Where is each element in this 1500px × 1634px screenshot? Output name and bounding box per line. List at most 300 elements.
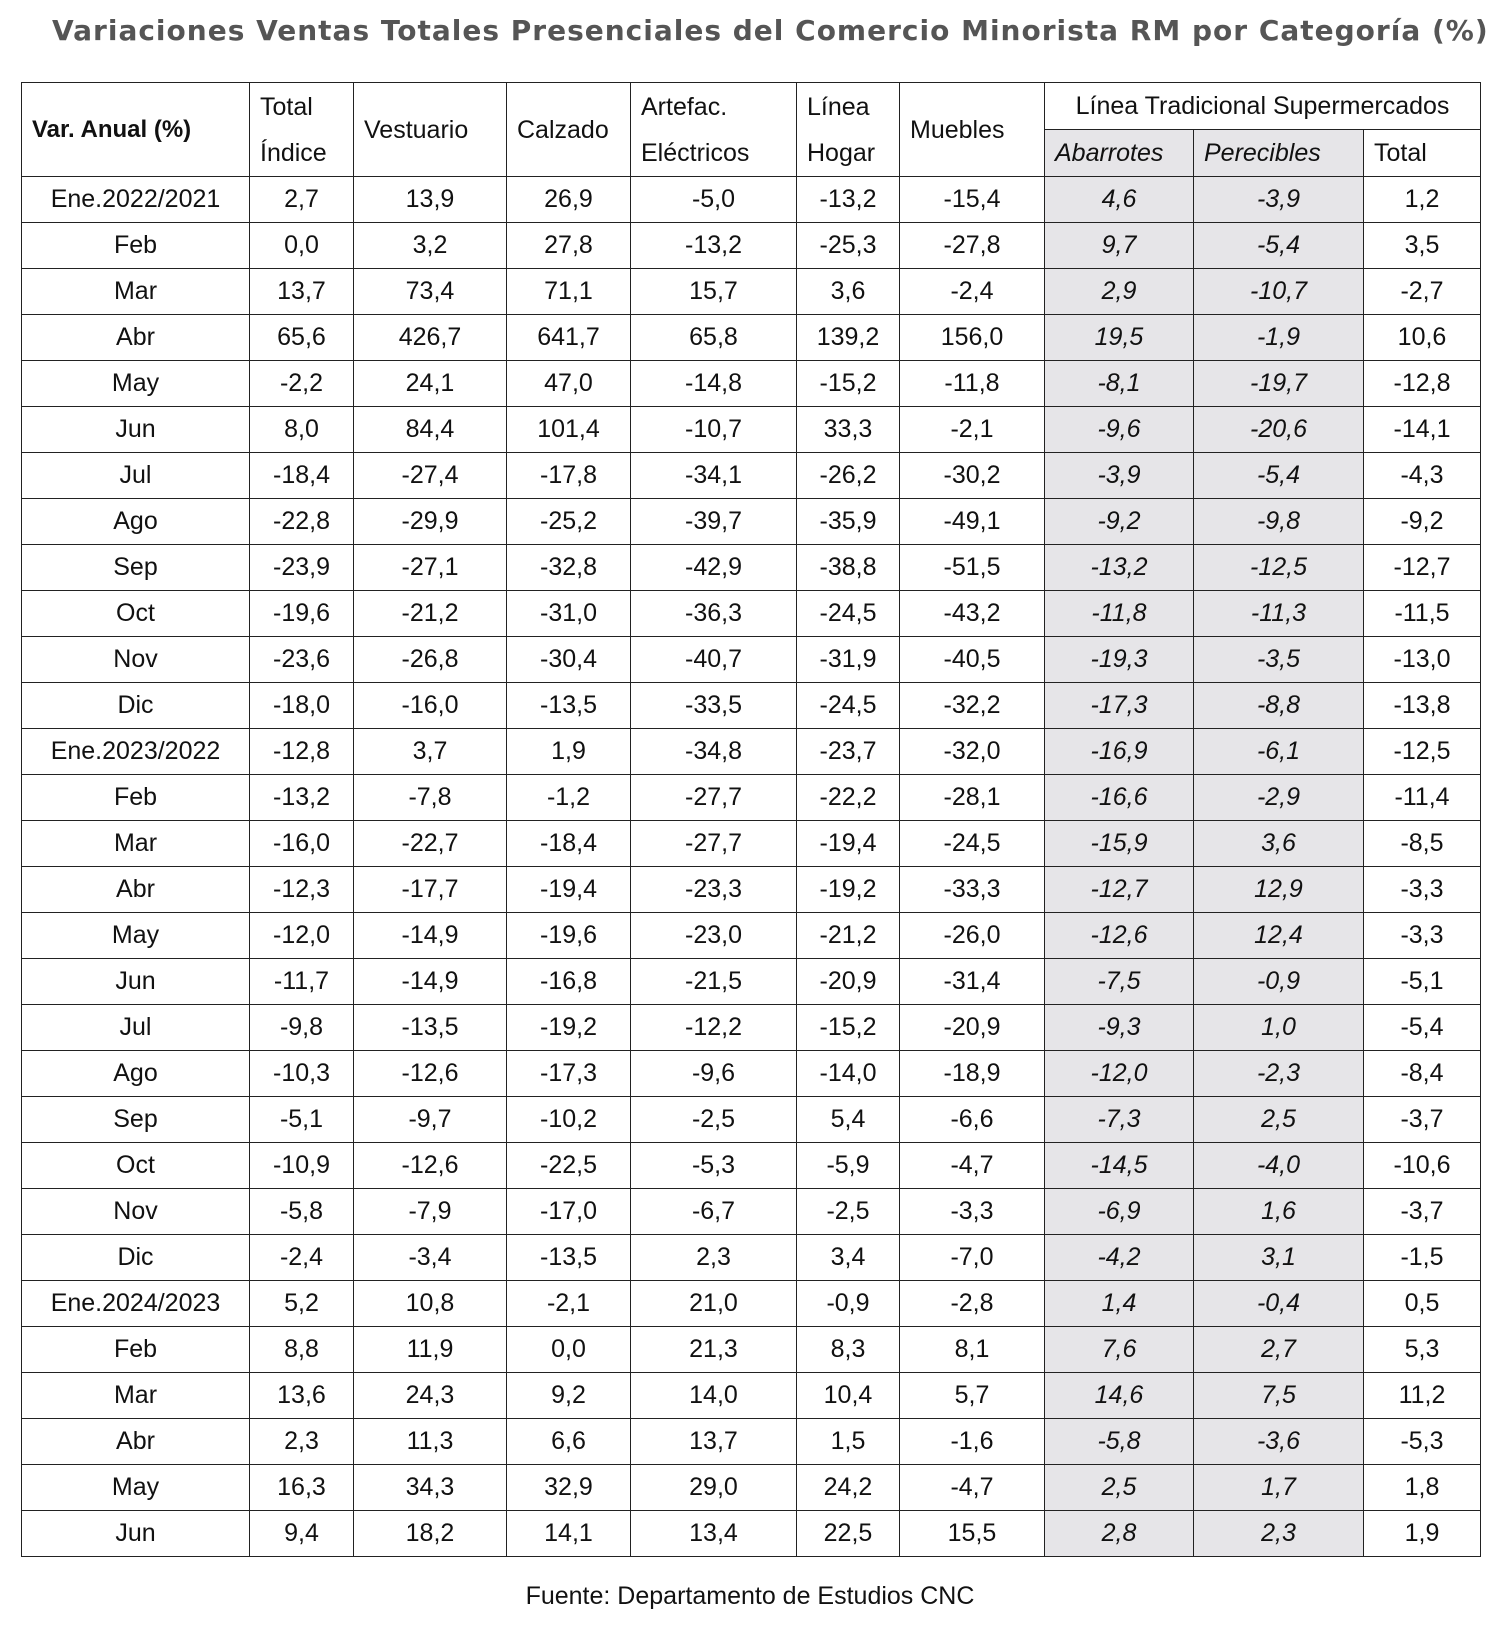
- cell-total-indice: -13,2: [250, 775, 354, 821]
- cell-linea-hogar: -25,3: [797, 223, 900, 269]
- cell-linea-hogar: -5,9: [797, 1143, 900, 1189]
- cell-artefactos: 2,3: [631, 1235, 797, 1281]
- cell-total: -10,6: [1364, 1143, 1481, 1189]
- cell-abarrotes: -9,3: [1045, 1005, 1194, 1051]
- cell-total: -8,5: [1364, 821, 1481, 867]
- cell-abarrotes: -12,0: [1045, 1051, 1194, 1097]
- cell-artefactos: -27,7: [631, 775, 797, 821]
- table-row: [22, 959, 1481, 1005]
- cell-calzado: 26,9: [507, 177, 631, 223]
- cell-period: Ago: [22, 499, 250, 545]
- cell-perecibles: 1,6: [1194, 1189, 1364, 1235]
- cell-total-indice: 8,8: [250, 1327, 354, 1373]
- header-total-indice-line2: Índice: [260, 138, 327, 167]
- cell-total: 0,5: [1364, 1281, 1481, 1327]
- cell-total-indice: 2,3: [250, 1419, 354, 1465]
- cell-calzado: -17,8: [507, 453, 631, 499]
- table-row: [22, 1373, 1481, 1419]
- cell-period: Oct: [22, 591, 250, 637]
- cell-period: Sep: [22, 545, 250, 591]
- cell-vestuario: 84,4: [354, 407, 507, 453]
- cell-period: Mar: [22, 821, 250, 867]
- cell-linea-hogar: 3,6: [797, 269, 900, 315]
- cell-perecibles: 1,7: [1194, 1465, 1364, 1511]
- cell-muebles: -2,4: [900, 269, 1045, 315]
- cell-vestuario: 13,9: [354, 177, 507, 223]
- header-total: Total: [1364, 130, 1481, 177]
- cell-total: -2,7: [1364, 269, 1481, 315]
- table-row: [22, 1005, 1481, 1051]
- cell-abarrotes: -5,8: [1045, 1419, 1194, 1465]
- cell-perecibles: -3,5: [1194, 637, 1364, 683]
- cell-total: -5,3: [1364, 1419, 1481, 1465]
- cell-muebles: -26,0: [900, 913, 1045, 959]
- cell-calzado: -19,6: [507, 913, 631, 959]
- cell-calzado: 71,1: [507, 269, 631, 315]
- cell-artefactos: 21,0: [631, 1281, 797, 1327]
- cell-vestuario: 34,3: [354, 1465, 507, 1511]
- cell-vestuario: -12,6: [354, 1143, 507, 1189]
- cell-total-indice: -23,9: [250, 545, 354, 591]
- cell-muebles: -43,2: [900, 591, 1045, 637]
- cell-perecibles: -5,4: [1194, 453, 1364, 499]
- cell-abarrotes: -7,5: [1045, 959, 1194, 1005]
- cell-vestuario: -9,7: [354, 1097, 507, 1143]
- cell-total: -1,5: [1364, 1235, 1481, 1281]
- cell-artefactos: -34,1: [631, 453, 797, 499]
- cell-total-indice: -2,4: [250, 1235, 354, 1281]
- header-perecibles: Perecibles: [1194, 130, 1364, 177]
- cell-abarrotes: 4,6: [1045, 177, 1194, 223]
- cell-artefactos: 65,8: [631, 315, 797, 361]
- cell-abarrotes: -12,6: [1045, 913, 1194, 959]
- header-row: [22, 83, 1481, 130]
- cell-calzado: 6,6: [507, 1419, 631, 1465]
- cell-muebles: -18,9: [900, 1051, 1045, 1097]
- cell-vestuario: 24,1: [354, 361, 507, 407]
- cell-linea-hogar: -19,4: [797, 821, 900, 867]
- cell-total-indice: -10,3: [250, 1051, 354, 1097]
- cell-abarrotes: -19,3: [1045, 637, 1194, 683]
- cell-artefactos: -5,0: [631, 177, 797, 223]
- header-artefactos: [631, 83, 797, 177]
- header-abarrotes: Abarrotes: [1045, 130, 1194, 177]
- cell-abarrotes: -4,2: [1045, 1235, 1194, 1281]
- cell-period: Abr: [22, 1419, 250, 1465]
- cell-artefactos: -13,2: [631, 223, 797, 269]
- cell-abarrotes: -15,9: [1045, 821, 1194, 867]
- cell-abarrotes: -7,3: [1045, 1097, 1194, 1143]
- cell-abarrotes: -12,7: [1045, 867, 1194, 913]
- cell-period: Abr: [22, 315, 250, 361]
- cell-period: Oct: [22, 1143, 250, 1189]
- cell-perecibles: -9,8: [1194, 499, 1364, 545]
- cell-total-indice: -11,7: [250, 959, 354, 1005]
- cell-vestuario: -7,8: [354, 775, 507, 821]
- table-row: [22, 315, 1481, 361]
- cell-total-indice: -18,0: [250, 683, 354, 729]
- cell-perecibles: -20,6: [1194, 407, 1364, 453]
- cell-calzado: -31,0: [507, 591, 631, 637]
- cell-artefactos: 13,7: [631, 1419, 797, 1465]
- cell-artefactos: 15,7: [631, 269, 797, 315]
- cell-period: Jun: [22, 959, 250, 1005]
- cell-muebles: 15,5: [900, 1511, 1045, 1557]
- cell-calzado: 101,4: [507, 407, 631, 453]
- table-row: [22, 1051, 1481, 1097]
- cell-period: Sep: [22, 1097, 250, 1143]
- cell-vestuario: 10,8: [354, 1281, 507, 1327]
- source-note: Fuente: Departamento de Estudios CNC: [525, 1582, 975, 1610]
- cell-total-indice: -12,8: [250, 729, 354, 775]
- cell-calzado: -30,4: [507, 637, 631, 683]
- cell-total-indice: -9,8: [250, 1005, 354, 1051]
- cell-calzado: -19,4: [507, 867, 631, 913]
- cell-calzado: -2,1: [507, 1281, 631, 1327]
- cell-muebles: -1,6: [900, 1419, 1045, 1465]
- cell-total-indice: -19,6: [250, 591, 354, 637]
- cell-perecibles: -4,0: [1194, 1143, 1364, 1189]
- cell-calzado: -22,5: [507, 1143, 631, 1189]
- cell-linea-hogar: -2,5: [797, 1189, 900, 1235]
- cell-total-indice: -22,8: [250, 499, 354, 545]
- cell-vestuario: 18,2: [354, 1511, 507, 1557]
- cell-abarrotes: -8,1: [1045, 361, 1194, 407]
- cell-total: -13,8: [1364, 683, 1481, 729]
- table-row: [22, 177, 1481, 223]
- header-linea-hogar-line2: Hogar: [807, 138, 876, 167]
- cell-muebles: 156,0: [900, 315, 1045, 361]
- table-row: [22, 1189, 1481, 1235]
- cell-artefactos: 14,0: [631, 1373, 797, 1419]
- cell-muebles: 8,1: [900, 1327, 1045, 1373]
- table-row: [22, 1465, 1481, 1511]
- cell-vestuario: -21,2: [354, 591, 507, 637]
- cell-total: -5,4: [1364, 1005, 1481, 1051]
- cell-perecibles: 12,4: [1194, 913, 1364, 959]
- cell-vestuario: 11,9: [354, 1327, 507, 1373]
- cell-period: Feb: [22, 775, 250, 821]
- cell-linea-hogar: -22,2: [797, 775, 900, 821]
- cell-total-indice: 5,2: [250, 1281, 354, 1327]
- cell-calzado: -25,2: [507, 499, 631, 545]
- cell-calzado: -1,2: [507, 775, 631, 821]
- cell-artefactos: -21,5: [631, 959, 797, 1005]
- table-row: [22, 775, 1481, 821]
- cell-muebles: -31,4: [900, 959, 1045, 1005]
- cell-total: -3,7: [1364, 1189, 1481, 1235]
- cell-period: Dic: [22, 683, 250, 729]
- cell-period: Ene.2023/2022: [22, 729, 250, 775]
- cell-calzado: 32,9: [507, 1465, 631, 1511]
- cell-artefactos: -10,7: [631, 407, 797, 453]
- cell-linea-hogar: -19,2: [797, 867, 900, 913]
- cell-linea-hogar: 10,4: [797, 1373, 900, 1419]
- table-row: [22, 269, 1481, 315]
- cell-period: Mar: [22, 1373, 250, 1419]
- cell-perecibles: -19,7: [1194, 361, 1364, 407]
- cell-linea-hogar: 33,3: [797, 407, 900, 453]
- table-row: [22, 1281, 1481, 1327]
- cell-period: Jul: [22, 453, 250, 499]
- cell-total-indice: -5,1: [250, 1097, 354, 1143]
- cell-linea-hogar: -15,2: [797, 361, 900, 407]
- cell-calzado: -32,8: [507, 545, 631, 591]
- cell-muebles: -24,5: [900, 821, 1045, 867]
- cell-total-indice: -5,8: [250, 1189, 354, 1235]
- cell-muebles: -2,1: [900, 407, 1045, 453]
- cell-artefactos: -40,7: [631, 637, 797, 683]
- cell-linea-hogar: -26,2: [797, 453, 900, 499]
- cell-artefactos: 13,4: [631, 1511, 797, 1557]
- cell-total-indice: -2,2: [250, 361, 354, 407]
- cell-linea-hogar: -23,7: [797, 729, 900, 775]
- cell-total: 10,6: [1364, 315, 1481, 361]
- cell-muebles: -11,8: [900, 361, 1045, 407]
- cell-perecibles: 12,9: [1194, 867, 1364, 913]
- cell-linea-hogar: -14,0: [797, 1051, 900, 1097]
- cell-vestuario: -29,9: [354, 499, 507, 545]
- table-row: [22, 1235, 1481, 1281]
- cell-perecibles: -12,5: [1194, 545, 1364, 591]
- cell-total: -4,3: [1364, 453, 1481, 499]
- cell-muebles: -20,9: [900, 1005, 1045, 1051]
- cell-total-indice: -10,9: [250, 1143, 354, 1189]
- header-var-anual: Var. Anual (%): [22, 83, 250, 177]
- cell-abarrotes: -16,6: [1045, 775, 1194, 821]
- cell-abarrotes: 19,5: [1045, 315, 1194, 361]
- cell-linea-hogar: 139,2: [797, 315, 900, 361]
- cell-muebles: -3,3: [900, 1189, 1045, 1235]
- cell-vestuario: 11,3: [354, 1419, 507, 1465]
- cell-linea-hogar: 3,4: [797, 1235, 900, 1281]
- cell-artefactos: -23,0: [631, 913, 797, 959]
- cell-period: Ene.2022/2021: [22, 177, 250, 223]
- cell-muebles: -4,7: [900, 1465, 1045, 1511]
- cell-total-indice: -23,6: [250, 637, 354, 683]
- cell-period: Ago: [22, 1051, 250, 1097]
- header-vestuario: Vestuario: [354, 83, 507, 177]
- cell-linea-hogar: -15,2: [797, 1005, 900, 1051]
- table-row: [22, 913, 1481, 959]
- cell-total-indice: 65,6: [250, 315, 354, 361]
- table-row: [22, 1511, 1481, 1557]
- cell-vestuario: 3,2: [354, 223, 507, 269]
- cell-muebles: -6,6: [900, 1097, 1045, 1143]
- header-linea-hogar-line1: Línea: [807, 92, 870, 121]
- cell-total-indice: 13,6: [250, 1373, 354, 1419]
- cell-vestuario: -3,4: [354, 1235, 507, 1281]
- cell-artefactos: -27,7: [631, 821, 797, 867]
- cell-period: May: [22, 913, 250, 959]
- cell-linea-hogar: -20,9: [797, 959, 900, 1005]
- cell-total-indice: 9,4: [250, 1511, 354, 1557]
- cell-muebles: -2,8: [900, 1281, 1045, 1327]
- cell-period: Jun: [22, 407, 250, 453]
- cell-vestuario: -27,4: [354, 453, 507, 499]
- cell-artefactos: -12,2: [631, 1005, 797, 1051]
- cell-vestuario: -22,7: [354, 821, 507, 867]
- cell-linea-hogar: -24,5: [797, 683, 900, 729]
- table-row: [22, 683, 1481, 729]
- cell-calzado: -13,5: [507, 1235, 631, 1281]
- table-row: [22, 1327, 1481, 1373]
- cell-perecibles: -3,9: [1194, 177, 1364, 223]
- table-row: [22, 591, 1481, 637]
- table-row: [22, 223, 1481, 269]
- cell-muebles: 5,7: [900, 1373, 1045, 1419]
- cell-linea-hogar: -13,2: [797, 177, 900, 223]
- cell-artefactos: -33,5: [631, 683, 797, 729]
- cell-period: Jul: [22, 1005, 250, 1051]
- table-row: [22, 867, 1481, 913]
- cell-vestuario: 3,7: [354, 729, 507, 775]
- cell-linea-hogar: -31,9: [797, 637, 900, 683]
- cell-vestuario: -7,9: [354, 1189, 507, 1235]
- cell-total: -11,5: [1364, 591, 1481, 637]
- cell-muebles: -7,0: [900, 1235, 1045, 1281]
- cell-period: Feb: [22, 1327, 250, 1373]
- cell-total: -8,4: [1364, 1051, 1481, 1097]
- cell-total: 1,2: [1364, 177, 1481, 223]
- cell-vestuario: -13,5: [354, 1005, 507, 1051]
- cell-artefactos: -34,8: [631, 729, 797, 775]
- cell-abarrotes: -9,2: [1045, 499, 1194, 545]
- table-row: [22, 453, 1481, 499]
- header-muebles: Muebles: [900, 83, 1045, 177]
- cell-perecibles: 2,7: [1194, 1327, 1364, 1373]
- cell-period: May: [22, 361, 250, 407]
- cell-muebles: -40,5: [900, 637, 1045, 683]
- header-linea-hogar: [797, 83, 900, 177]
- cell-artefactos: -42,9: [631, 545, 797, 591]
- cell-calzado: 641,7: [507, 315, 631, 361]
- cell-artefactos: -5,3: [631, 1143, 797, 1189]
- cell-calzado: 0,0: [507, 1327, 631, 1373]
- cell-total: 1,9: [1364, 1511, 1481, 1557]
- cell-total: -11,4: [1364, 775, 1481, 821]
- cell-linea-hogar: 5,4: [797, 1097, 900, 1143]
- table-title: Variaciones Ventas Totales Presenciales del Comercio Minorista RM por Categoría (%): [52, 14, 1489, 47]
- cell-perecibles: 7,5: [1194, 1373, 1364, 1419]
- cell-period: May: [22, 1465, 250, 1511]
- table-row: [22, 499, 1481, 545]
- cell-vestuario: 426,7: [354, 315, 507, 361]
- cell-total: -12,5: [1364, 729, 1481, 775]
- cell-perecibles: -2,3: [1194, 1051, 1364, 1097]
- table-row: [22, 1097, 1481, 1143]
- cell-total-indice: 8,0: [250, 407, 354, 453]
- cell-perecibles: -6,1: [1194, 729, 1364, 775]
- cell-vestuario: -16,0: [354, 683, 507, 729]
- cell-vestuario: -14,9: [354, 913, 507, 959]
- cell-abarrotes: 1,4: [1045, 1281, 1194, 1327]
- cell-calzado: -17,0: [507, 1189, 631, 1235]
- cell-linea-hogar: 1,5: [797, 1419, 900, 1465]
- cell-total: -12,8: [1364, 361, 1481, 407]
- cell-vestuario: -17,7: [354, 867, 507, 913]
- header-artefactos-line1: Artefac.: [641, 92, 728, 121]
- cell-perecibles: -2,9: [1194, 775, 1364, 821]
- cell-muebles: -51,5: [900, 545, 1045, 591]
- cell-total-indice: 2,7: [250, 177, 354, 223]
- cell-calzado: -13,5: [507, 683, 631, 729]
- cell-vestuario: -14,9: [354, 959, 507, 1005]
- cell-muebles: -28,1: [900, 775, 1045, 821]
- cell-calzado: -19,2: [507, 1005, 631, 1051]
- table-row: [22, 407, 1481, 453]
- cell-perecibles: 3,6: [1194, 821, 1364, 867]
- cell-calzado: -18,4: [507, 821, 631, 867]
- cell-artefactos: -39,7: [631, 499, 797, 545]
- cell-perecibles: -8,8: [1194, 683, 1364, 729]
- table-row: [22, 361, 1481, 407]
- cell-muebles: -30,2: [900, 453, 1045, 499]
- cell-perecibles: 2,3: [1194, 1511, 1364, 1557]
- cell-total: -3,7: [1364, 1097, 1481, 1143]
- sales-variation-table: [21, 82, 1481, 1557]
- cell-perecibles: -11,3: [1194, 591, 1364, 637]
- cell-abarrotes: -17,3: [1045, 683, 1194, 729]
- cell-muebles: -27,8: [900, 223, 1045, 269]
- cell-abarrotes: -14,5: [1045, 1143, 1194, 1189]
- cell-calzado: 1,9: [507, 729, 631, 775]
- cell-perecibles: 2,5: [1194, 1097, 1364, 1143]
- cell-period: Mar: [22, 269, 250, 315]
- cell-period: Abr: [22, 867, 250, 913]
- cell-perecibles: 1,0: [1194, 1005, 1364, 1051]
- table-row: [22, 545, 1481, 591]
- cell-abarrotes: -9,6: [1045, 407, 1194, 453]
- table-body: [22, 177, 1481, 1557]
- cell-period: Nov: [22, 1189, 250, 1235]
- table-row: [22, 729, 1481, 775]
- cell-perecibles: -5,4: [1194, 223, 1364, 269]
- cell-calzado: 9,2: [507, 1373, 631, 1419]
- cell-calzado: 47,0: [507, 361, 631, 407]
- cell-total: -5,1: [1364, 959, 1481, 1005]
- cell-abarrotes: -6,9: [1045, 1189, 1194, 1235]
- cell-calzado: -17,3: [507, 1051, 631, 1097]
- cell-total: -3,3: [1364, 867, 1481, 913]
- cell-period: Ene.2024/2023: [22, 1281, 250, 1327]
- cell-calzado: 14,1: [507, 1511, 631, 1557]
- cell-vestuario: 73,4: [354, 269, 507, 315]
- cell-linea-hogar: -35,9: [797, 499, 900, 545]
- cell-total-indice: -18,4: [250, 453, 354, 499]
- cell-linea-hogar: 24,2: [797, 1465, 900, 1511]
- cell-artefactos: -9,6: [631, 1051, 797, 1097]
- cell-total-indice: 13,7: [250, 269, 354, 315]
- cell-total: 5,3: [1364, 1327, 1481, 1373]
- cell-total-indice: -12,3: [250, 867, 354, 913]
- cell-muebles: -32,0: [900, 729, 1045, 775]
- cell-total-indice: -16,0: [250, 821, 354, 867]
- cell-total: -3,3: [1364, 913, 1481, 959]
- cell-artefactos: -14,8: [631, 361, 797, 407]
- header-artefactos-line2: Eléctricos: [641, 138, 750, 167]
- cell-total-indice: -12,0: [250, 913, 354, 959]
- cell-muebles: -4,7: [900, 1143, 1045, 1189]
- cell-abarrotes: 2,9: [1045, 269, 1194, 315]
- cell-perecibles: -1,9: [1194, 315, 1364, 361]
- table-row: [22, 637, 1481, 683]
- cell-linea-hogar: -24,5: [797, 591, 900, 637]
- cell-total: 3,5: [1364, 223, 1481, 269]
- cell-total-indice: 0,0: [250, 223, 354, 269]
- cell-calzado: -16,8: [507, 959, 631, 1005]
- table-row: [22, 1143, 1481, 1189]
